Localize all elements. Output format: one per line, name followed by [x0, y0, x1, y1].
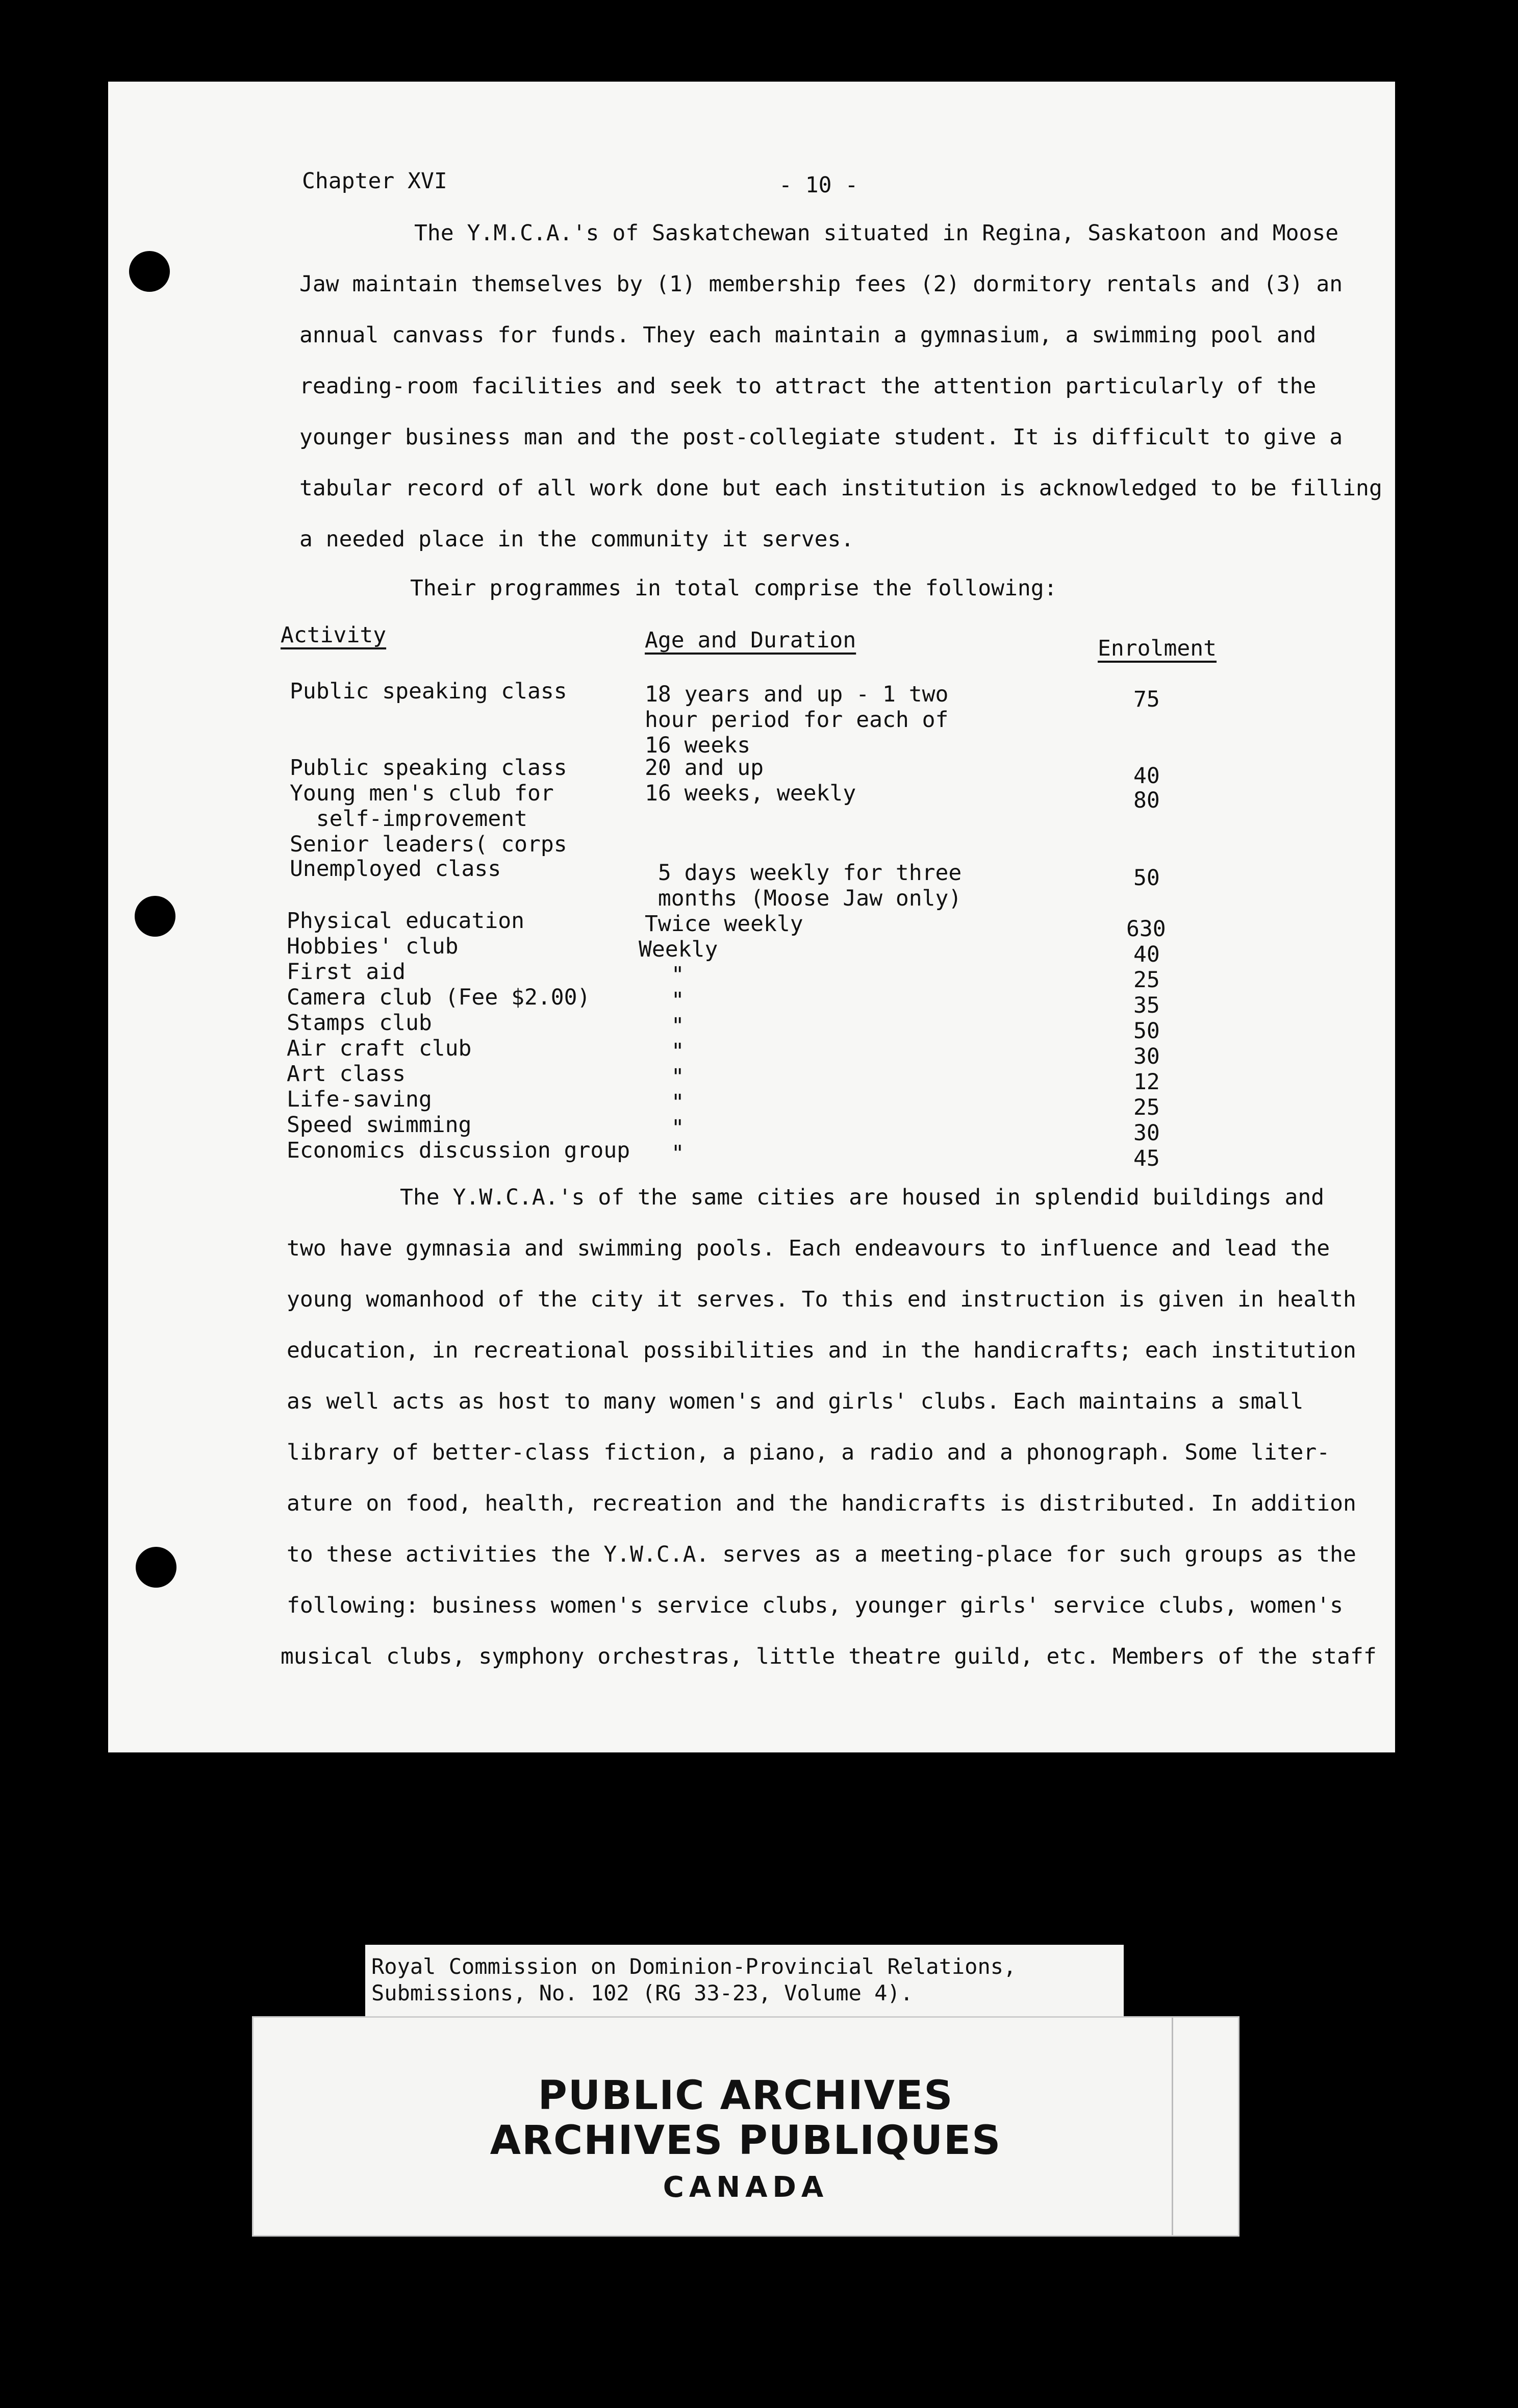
table-cell-activity: Public speaking class	[290, 679, 567, 704]
text-line: reading-room facilities and seek to attract the attention particularly of the	[299, 373, 1317, 399]
punch-hole-top	[129, 251, 170, 292]
table-cell-duration: Weekly	[639, 937, 718, 962]
text-line: ature on food, health, recreation and the handicrafts is distributed. In addition	[287, 1491, 1356, 1516]
table-cell-activity: Stamps club	[287, 1010, 432, 1036]
table-cell-duration: "	[645, 1039, 685, 1064]
table-cell-enrolment: 80	[1133, 788, 1160, 813]
table-cell-duration: "	[645, 1013, 685, 1039]
table-cell-duration: "	[645, 1141, 685, 1166]
text-line: The Y.W.C.A.'s of the same cities are housed in splendid buildings and	[400, 1185, 1325, 1210]
header-enrolment: Enrolment	[1098, 636, 1217, 661]
text-line: musical clubs, symphony orchestras, little theatre guild, etc. Members of the staff	[281, 1644, 1377, 1669]
table-cell-enrolment: 630	[1126, 916, 1166, 942]
table-cell-duration: 20 and up	[645, 755, 764, 781]
text-line: as well acts as host to many women's and girls' clubs. Each maintains a small	[287, 1389, 1304, 1414]
text-line: Jaw maintain themselves by (1) membership fees (2) dormitory rentals and (3) an	[299, 271, 1343, 297]
public-archives-stamp	[252, 2016, 1239, 2237]
table-cell-enrolment: 40	[1133, 763, 1160, 789]
text-line: library of better-class fiction, a piano, a radio and a phonograph. Some liter-	[287, 1440, 1330, 1465]
table-cell-activity: Camera club (Fee $2.00)	[287, 985, 591, 1010]
text-line: tabular record of all work done but each institution is acknowledged to be filling	[299, 475, 1382, 501]
text-line: younger business man and the post-collegiate student. It is difficult to give a	[299, 424, 1343, 450]
table-cell-enrolment: 40	[1133, 942, 1160, 967]
punch-hole-middle	[135, 896, 175, 937]
table-cell-enrolment: 35	[1133, 993, 1160, 1018]
table-cell-enrolment: 30	[1133, 1044, 1160, 1069]
stamp-line-3: CANADA	[663, 2171, 829, 2204]
table-cell-enrolment: 45	[1133, 1146, 1160, 1171]
table-cell-activity: Unemployed class	[290, 856, 501, 882]
table-cell-enrolment: 25	[1133, 967, 1160, 993]
stamp-line-1: PUBLIC ARCHIVES	[538, 2073, 954, 2119]
table-cell-duration: Twice weekly	[645, 911, 803, 937]
table-cell-enrolment: 12	[1133, 1069, 1160, 1095]
table-cell-enrolment: 50	[1133, 865, 1160, 891]
table-intro: Their programmes in total comprise the following:	[410, 575, 1057, 601]
archive-reference-line-2: Submissions, No. 102 (RG 33-23, Volume 4).	[371, 1980, 914, 2005]
text-line: to these activities the Y.W.C.A. serves as a meeting-place for such groups as the	[287, 1542, 1356, 1567]
chapter-heading: Chapter XVI	[302, 168, 447, 194]
table-cell-duration: 16 weeks, weekly	[645, 781, 856, 806]
table-cell-activity: First aid	[287, 959, 406, 985]
table-cell-duration: 16 weeks	[645, 733, 751, 758]
table-cell-activity: Senior leaders( corps	[290, 832, 567, 857]
table-cell-duration: "	[645, 1115, 685, 1141]
archive-reference-label	[365, 1945, 1124, 2018]
table-cell-activity: Life-saving	[287, 1087, 432, 1112]
page-number: - 10 -	[779, 172, 858, 198]
table-cell-duration: "	[645, 1064, 685, 1090]
table-cell-duration: "	[645, 1090, 685, 1115]
table-cell-enrolment: 50	[1133, 1018, 1160, 1044]
table-cell-enrolment: 25	[1133, 1095, 1160, 1120]
punch-hole-bottom	[136, 1547, 176, 1588]
document-page	[108, 82, 1395, 1752]
table-cell-enrolment: 75	[1133, 687, 1160, 712]
table-cell-duration: hour period for each of	[645, 707, 949, 733]
header-activity: Activity	[281, 622, 387, 648]
table-cell-activity: Physical education	[287, 908, 524, 934]
table-cell-activity: Young men's club for	[290, 781, 554, 806]
table-cell-activity: Air craft club	[287, 1036, 472, 1061]
table-cell-activity: Hobbies' club	[287, 934, 459, 959]
text-line: two have gymnasia and swimming pools. Each endeavours to influence and lead the	[287, 1236, 1330, 1261]
table-cell-activity: self-improvement	[290, 806, 527, 832]
table-cell-activity: Art class	[287, 1061, 406, 1087]
text-line: education, in recreational possibilities and in the handicrafts; each institution	[287, 1338, 1356, 1363]
table-cell-duration: "	[645, 962, 685, 988]
table-cell-activity: Public speaking class	[290, 755, 567, 781]
table-cell-activity: Speed swimming	[287, 1112, 472, 1138]
text-line: a needed place in the community it serves.	[299, 526, 854, 552]
text-line: young womanhood of the city it serves. To this end instruction is given in health	[287, 1287, 1356, 1312]
table-cell-activity: Economics discussion group	[287, 1138, 630, 1163]
table-cell-duration: "	[645, 988, 685, 1013]
text-line: following: business women's service clubs, younger girls' service clubs, women's	[287, 1593, 1344, 1618]
text-line: annual canvass for funds. They each maintain a gymnasium, a swimming pool and	[299, 322, 1317, 348]
text-line: The Y.M.C.A.'s of Saskatchewan situated in Regina, Saskatoon and Moose	[414, 220, 1339, 246]
table-cell-duration: 18 years and up - 1 two	[645, 682, 949, 707]
table-cell-enrolment: 30	[1133, 1120, 1160, 1146]
header-age-duration: Age and Duration	[645, 628, 856, 653]
stamp-line-2: ARCHIVES PUBLIQUES	[490, 2118, 1002, 2164]
table-cell-duration: months (Moose Jaw only)	[645, 886, 962, 911]
archive-reference-line-1: Royal Commission on Dominion-Provincial Relations,	[371, 1954, 1017, 1979]
table-cell-duration: 5 days weekly for three	[645, 860, 962, 886]
